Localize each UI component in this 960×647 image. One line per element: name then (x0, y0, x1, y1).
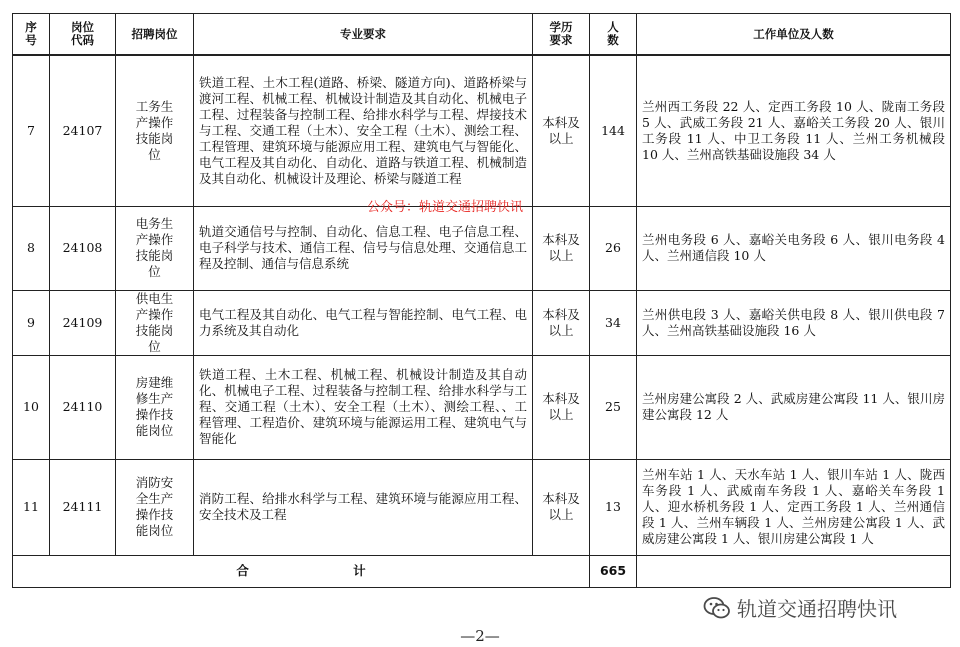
table-row (13, 459, 951, 555)
cell-count: 34 (590, 290, 637, 355)
table-row (13, 206, 951, 290)
cell-position: 消防安全生产操作技能岗位 (116, 459, 194, 555)
header-units: 工作单位及人数 (637, 14, 951, 56)
total-count: 665 (590, 555, 637, 587)
table-row (13, 290, 951, 355)
cell-units: 兰州供电段 3 人、嘉峪关供电段 8 人、银川供电段 7 人、兰州高铁基础设施段 16 人 (637, 290, 951, 355)
cell-code: 24111 (50, 459, 116, 555)
cell-code: 24110 (50, 355, 116, 459)
cell-major: 消防工程、给排水科学与工程、建筑环境与能源应用工程、安全技术及工程 (194, 459, 533, 555)
cell-seq: 9 (13, 290, 50, 355)
cell-seq: 11 (13, 459, 50, 555)
cell-count: 13 (590, 459, 637, 555)
cell-education: 本科及以上 (533, 55, 590, 206)
cell-education: 本科及以上 (533, 355, 590, 459)
footer-brand-text: 轨道交通招聘快讯 (737, 597, 897, 621)
cell-units: 兰州房建公寓段 2 人、武威房建公寓段 11 人、银川房建公寓段 12 人 (637, 355, 951, 459)
cell-seq: 8 (13, 206, 50, 290)
cell-major: 铁道工程、土木工程(道路、桥梁、隧道方向)、道路桥梁与渡河工程、机械工程、机械设计制造及其自动化、机械电子工程、过程装备与控制工程、给排水科学与工程、焊接技术与工程、交通工程（土木）、安全工程（土木）、测绘工程、工程管理、建筑环境与能源应用工程、建筑电气与智能化、电气工程及其自动化、自动化、道路与铁道工程、机械制造及其自动化、机械设计及理论、桥梁与隧道工程 (194, 55, 533, 206)
cell-units: 兰州西工务段 22 人、定西工务段 10 人、陇南工务段 5 人、武威工务段 21 人、嘉峪关工务段 20 人、银川工务段 11 人、中卫工务段 11 人、兰州工务机械段 10 人、兰州高铁基础设施段 34 人 (637, 55, 951, 206)
cell-position: 供电生产操作技能岗位 (116, 290, 194, 355)
total-label-text: 合 计 (236, 563, 366, 578)
recruitment-table (12, 13, 951, 588)
cell-seq: 10 (13, 355, 50, 459)
page-number: —2— (460, 627, 500, 645)
cell-units: 兰州电务段 6 人、嘉峪关电务段 6 人、银川电务段 4 人、兰州通信段 10 人 (637, 206, 951, 290)
cell-position: 工务生产操作技能岗位 (116, 55, 194, 206)
cell-major: 铁道工程、土木工程、机械工程、机械设计制造及其自动化、机械电子工程、过程装备与控制工程、给排水科学与工程、交通工程（土木）、安全工程（土木）、测绘工程、、工程管理、工程造价、建筑环境与能源运用工程、建筑电气与智能化 (194, 355, 533, 459)
cell-units: 兰州车站 1 人、天水车站 1 人、银川车站 1 人、陇西车务段 1 人、武威南车务段 1 人、嘉峪关车务段 1 人、迎水桥机务段 1 人、定西工务段 1 人、兰州通信段 1 人、兰州车辆段 1 人、兰州房建公寓段 1 人、武威房建公寓段 1 人、银川房建公寓段 1 人 (637, 459, 951, 555)
footer-brand (703, 593, 897, 622)
cell-code: 24108 (50, 206, 116, 290)
cell-education: 本科及以上 (533, 459, 590, 555)
watermark-text: 公众号：轨道交通招聘快讯 (367, 200, 524, 215)
table-row (13, 355, 951, 459)
wechat-icon (703, 596, 731, 620)
cell-education: 本科及以上 (533, 290, 590, 355)
cell-position: 电务生产操作技能岗位 (116, 206, 194, 290)
header-code: 岗位代码 (50, 14, 116, 56)
cell-count: 144 (590, 55, 637, 206)
header-major: 专业要求 (194, 14, 533, 56)
cell-major: 轨道交通信号与控制、自动化、信息工程、电子信息工程、电子科学与技术、通信工程、信号与信息处理、交通信息工程及控制、通信与信息系统 (194, 206, 533, 290)
total-units-empty (637, 555, 951, 587)
cell-count: 26 (590, 206, 637, 290)
table-header-row (13, 14, 951, 56)
cell-major: 电气工程及其自动化、电气工程与智能控制、电气工程、电力系统及其自动化 (194, 290, 533, 355)
table-row (13, 55, 951, 206)
cell-count: 25 (590, 355, 637, 459)
total-label (13, 555, 590, 587)
cell-education: 本科及以上 (533, 206, 590, 290)
header-position: 招聘岗位 (116, 14, 194, 56)
cell-seq: 7 (13, 55, 50, 206)
cell-code: 24109 (50, 290, 116, 355)
cell-position: 房建维修生产操作技能岗位 (116, 355, 194, 459)
header-seq: 序号 (13, 14, 50, 56)
cell-code: 24107 (50, 55, 116, 206)
header-count: 人数 (590, 14, 637, 56)
total-row (13, 555, 951, 587)
header-education: 学历要求 (533, 14, 590, 56)
